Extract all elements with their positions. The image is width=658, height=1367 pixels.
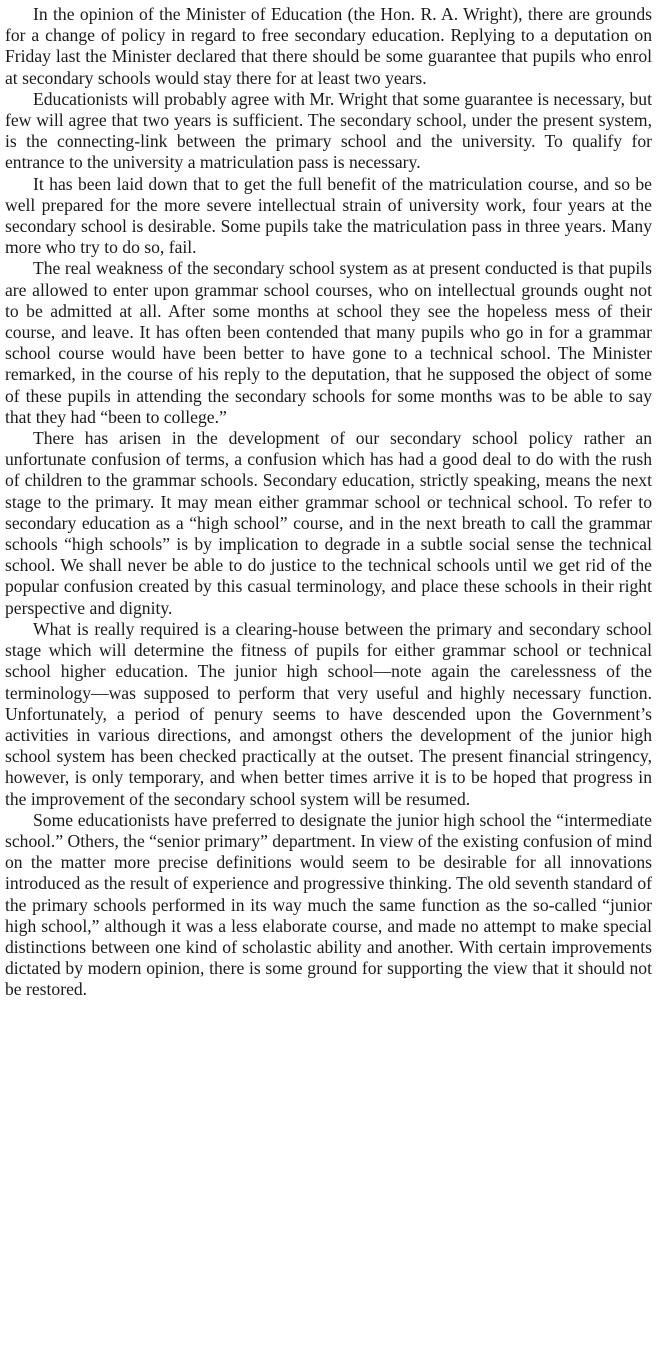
paragraph-ministers-opinion: In the opinion of the Minister of Education (the Hon. R. A. Wright), there are grounds for a change of policy in regard to free secondary education. Replying to a deputation on Friday last the Minister declared that there should be some guarantee that pupils who enrol at secondary schools would stay there for at least two years. bbox=[5, 4, 652, 88]
paragraph-real-weakness: The real weakness of the secondary school system as at present conducted is that pupils are allowed to enter upon grammar school courses, who on intellectual grounds ought not to be admitted at all. After some months at school they see the hopeless mess of their course, and leave. It has often been contended that many pupils who go in for a grammar school course would have been better to have gone to a technical school. The Minister remarked, in the course of his reply to the deputation, that he supposed the object of some of these pupils in attending the secondary schools for some months was to be able to say that they had “been to college.” bbox=[5, 258, 652, 427]
paragraph-confusion-of-terms: There has arisen in the development of our secondary school policy rather an unfortunate confusion of terms, a confusion which has had a good deal to do with the rush of children to the grammar schools. Secondary education, strictly speaking, means the next stage to the primary. It may mean either grammar school or technical school. To refer to secondary education as a “high school” course, and in the next breath to call the grammar schools “high schools” is by implication to degrade in a subtle social sense the technical school. We shall never be able to do justice to the technical schools until we get rid of the popular confusion created by this casual terminology, and place these schools in their right perspective and dignity. bbox=[5, 428, 652, 618]
paragraph-matriculation-course: It has been laid down that to get the full benefit of the matriculation course, and so be well prepared for the more severe intellectual strain of university work, four years at the secondary school is desirable. Some pupils take the matriculation pass in three years. Many more who try to do so, fail. bbox=[5, 173, 652, 258]
paragraph-clearing-house: What is really required is a clearing-house between the primary and secondary school stage which will determine the fitness of pupils for either grammar school or technical school higher education. The junior high school—note again the carelessness of the terminology—was supposed to perform that very useful and highly necessary function. Unfortunately, a period of penury seems to have descended upon the Government’s activities in various directions, and amongst others the development of the junior high school system has been checked practically at the outset. The present financial stringency, however, is only temporary, and when better times arrive it is to be hoped that progress in the improvement of the secondary school system will be resumed. bbox=[5, 618, 652, 809]
paragraph-guarantee-necessary: Educationists will probably agree with Mr. Wright that some guarantee is necessary, but few will agree that two years is sufficient. The secondary school, under the present system, is the connecting-link between the primary school and the university. To qualify for entrance to the university a matriculation pass is necessary. bbox=[5, 88, 652, 173]
paragraph-intermediate-school: Some educationists have preferred to designate the junior high school the “intermediate school.” Others, the “senior primary” department. In view of the existing confusion of mind on the matter more precise definitions would seem to be desirable for all innovations introduced as the result of experience and progressive thinking. The old seventh standard of the primary schools performed in its way much the same function as the so-called “junior high school,” although it was a less elaborate course, and made no attempt to make special distinctions between one kind of scholastic ability and another. With certain improvements dictated by modern opinion, there is some ground for supporting the view that it should not be restored. bbox=[5, 809, 652, 1000]
